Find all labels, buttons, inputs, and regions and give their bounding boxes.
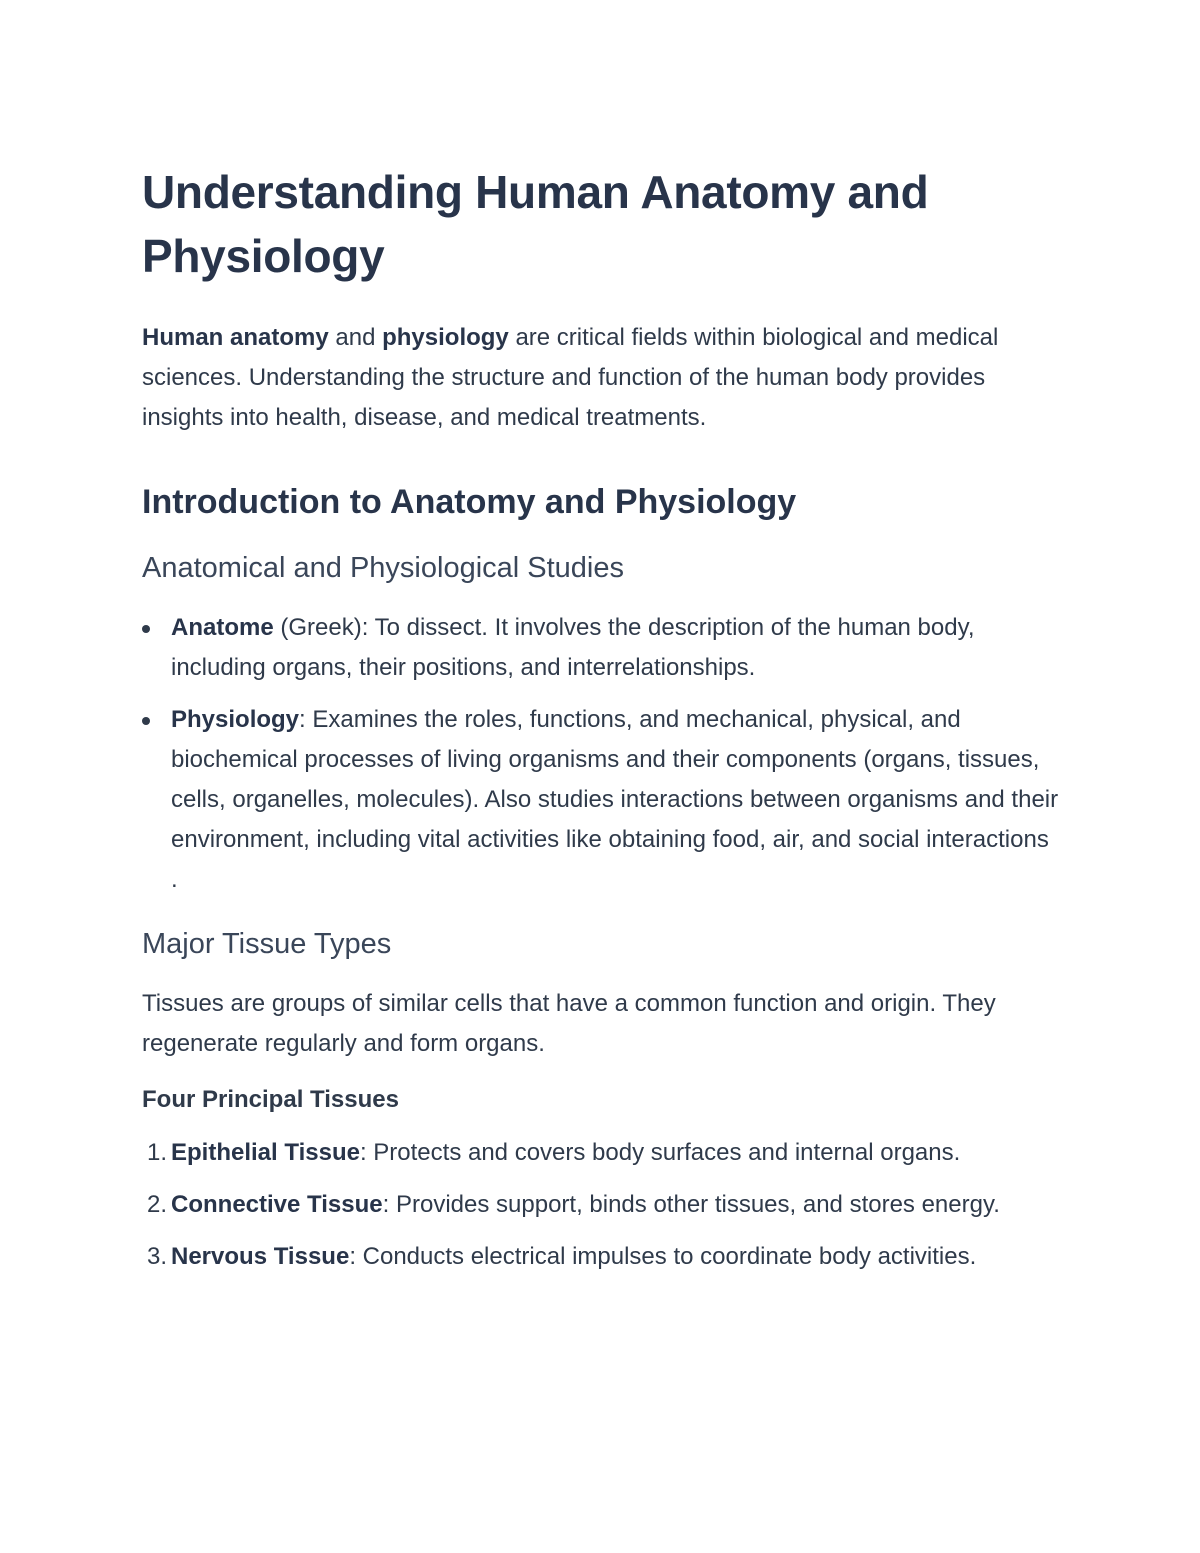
- intro-paragraph: [142, 318, 1062, 438]
- item-term: Anatome: [171, 614, 274, 641]
- item-number: 1.: [146, 1139, 167, 1166]
- tissues-subheading: Four Principal Tissues: [142, 1086, 399, 1113]
- list-item: [142, 1185, 1062, 1225]
- list-item: [142, 700, 1062, 900]
- list-item: [142, 608, 1062, 688]
- bullet-icon: [142, 717, 150, 725]
- intro-term-anatomy: Human anatomy: [142, 324, 329, 351]
- item-text: (Greek): To dissect. It involves the description of the human body, including organs, their positions, and interrelationships.: [171, 614, 975, 681]
- studies-list: [142, 608, 1062, 900]
- list-item: [142, 1237, 1062, 1277]
- bullet-icon: [142, 625, 150, 633]
- tissues-heading: Major Tissue Types: [142, 928, 392, 960]
- intro-term-physiology: physiology: [382, 324, 509, 351]
- item-term: Connective Tissue: [171, 1191, 383, 1218]
- item-number: 3.: [146, 1243, 167, 1270]
- item-text: : Examines the roles, functions, and mechanical, physical, and biochemical processes of living organisms and their components (organs, tissues, cells, organelles, molecules). Also studies interactions between organisms and their environment, including vital activities like obtaining food, air, and social interactions .: [171, 706, 1059, 893]
- item-term: Physiology: [171, 706, 300, 733]
- list-item: [142, 1133, 1062, 1173]
- section-heading: Introduction to Anatomy and Physiology: [142, 483, 797, 521]
- tissues-list: [142, 1133, 1062, 1277]
- intro-text-and: and: [328, 324, 383, 351]
- item-text: : Provides support, binds other tissues, and stores energy.: [382, 1191, 1000, 1218]
- item-text: : Conducts electrical impulses to coordinate body activities.: [349, 1243, 977, 1270]
- item-term: Epithelial Tissue: [171, 1139, 360, 1166]
- item-text: : Protects and covers body surfaces and internal organs.: [359, 1139, 961, 1166]
- studies-heading: Anatomical and Physiological Studies: [142, 552, 624, 584]
- intro-text-rest: are critical fields within biological and medical sciences. Understanding the structure and function of the human body provides insights into health, disease, and medical treatments.: [142, 324, 999, 431]
- item-term: Nervous Tissue: [171, 1243, 350, 1270]
- tissues-paragraph: Tissues are groups of similar cells that have a common function and origin. They regenerate regularly and form organs.: [142, 990, 996, 1057]
- document-page: [142, 160, 1062, 1277]
- page-title: Understanding Human Anatomy and Physiology: [142, 166, 929, 282]
- item-number: 2.: [146, 1191, 167, 1218]
